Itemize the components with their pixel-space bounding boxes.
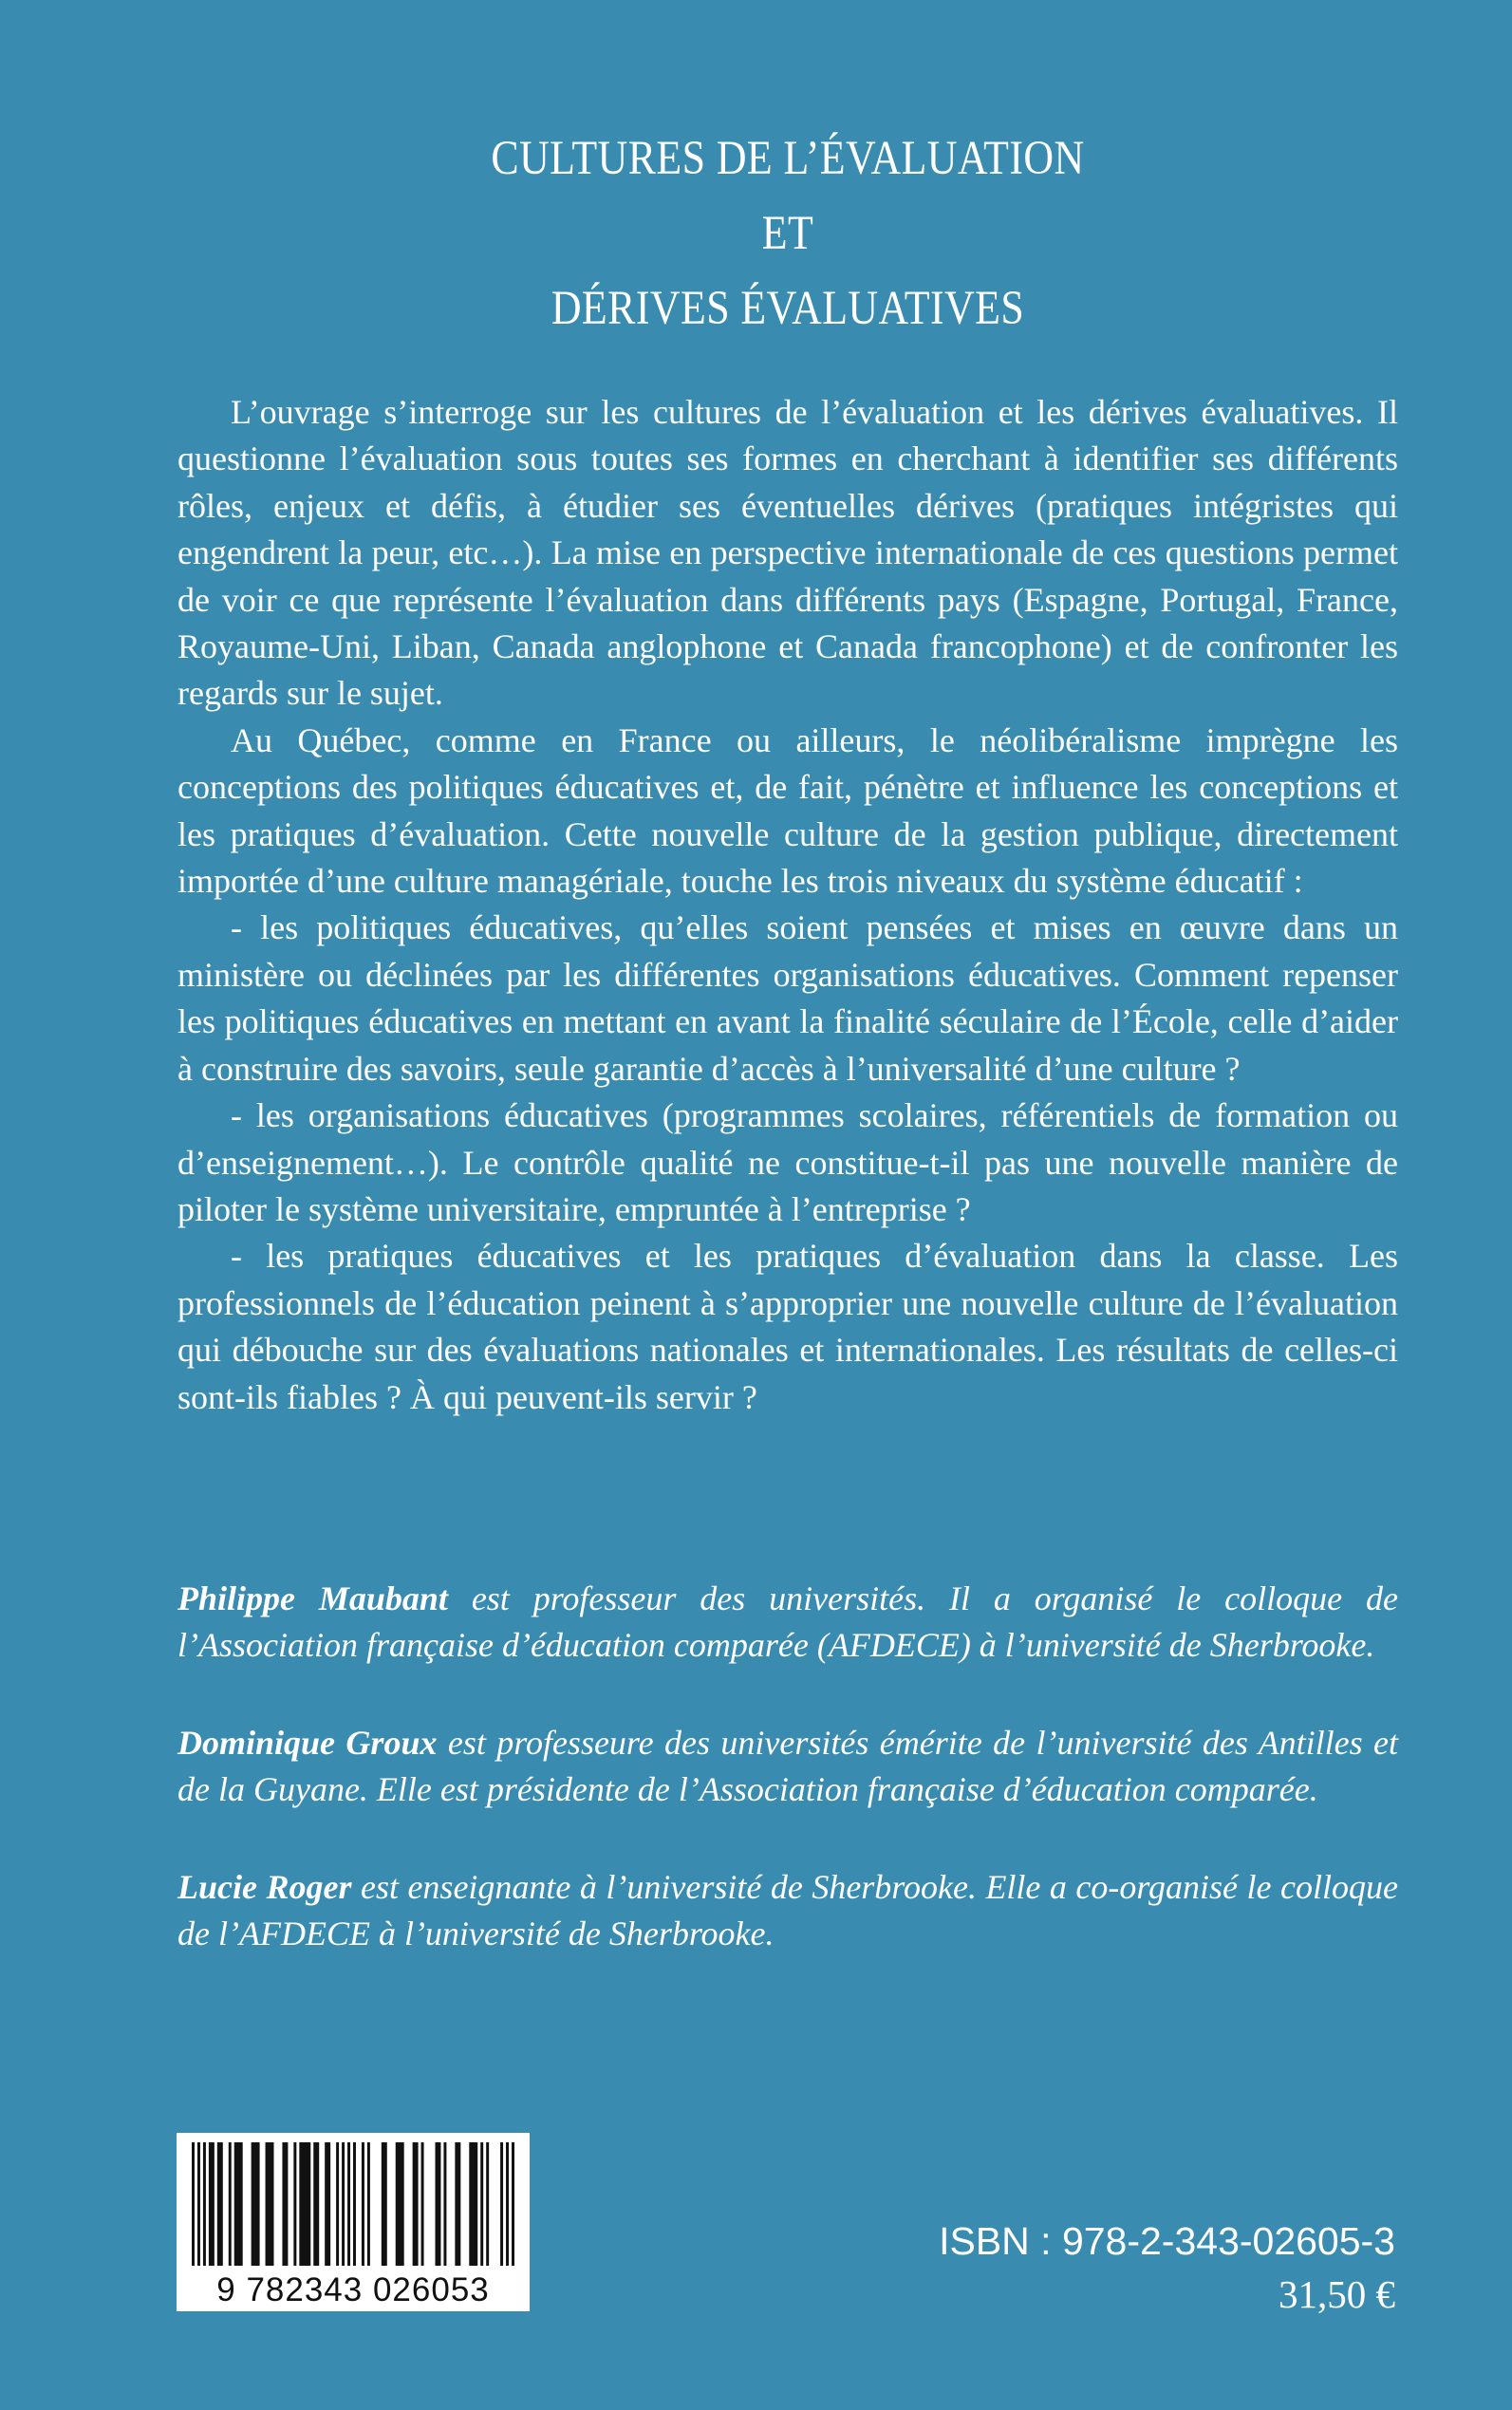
- author-text: est professeur des universités. Il a organisé le colloque de l’Association française d’éducation comparée (AFDECE) à l’université de Sherbrooke.: [177, 1579, 1398, 1665]
- barcode-digits: 9 782343 026053: [216, 2271, 490, 2308]
- title-line-3: DÉRIVES ÉVALUATIVES: [551, 282, 1025, 335]
- author-text: est enseignante à l’université de Sherbrooke. Elle a co-organisé le colloque de l’AFDECE à l’université de Sherbrooke.: [177, 1867, 1398, 1953]
- barcode-bar: [336, 2142, 339, 2266]
- barcode-bar: [512, 2142, 514, 2266]
- barcode-bar: [443, 2142, 446, 2266]
- blurb: [177, 389, 1398, 1421]
- author-bio: [177, 1576, 1398, 1670]
- title-line-1: CULTURES DE L’ÉVALUATION: [491, 132, 1085, 185]
- author-text: est professeure des universités émérite de l’université des Antilles et de la Guyane. Elle est présidente de l’Association française d’éducation comparée.: [177, 1723, 1398, 1809]
- blurb-paragraph: - les organisations éducatives (programmes scolaires, référentiels de formation ou d’enseignement…). Le contrôle qualité ne constitue-t-il pas une nouvelle manière de piloter le système universitaire, empruntée à l’entreprise ?: [177, 1096, 1398, 1228]
- author-name: Philippe Maubant: [177, 1579, 448, 1617]
- barcode-bar: [421, 2142, 424, 2266]
- barcode-bar: [367, 2142, 370, 2266]
- barcode-bar: [469, 2142, 477, 2266]
- author-bios: [177, 1576, 1398, 2008]
- barcode-bar: [396, 2142, 404, 2266]
- barcode: [177, 2133, 530, 2311]
- blurb-paragraph: L’ouvrage s’interroge sur les cultures de l’évaluation et les dérives évaluatives. Il questionne l’évaluation sous toutes ses formes en cherchant à identifier ses différents rôles, enjeux et défis, à étudier ses éventuelles dérives (pratiques intégristes qui engendrent la peur, etc…). La mise en perspective internationale de ces questions permet de voir ce que représente l’évaluation dans différents pays (Espagne, Portugal, France, Royaume-Uni, Liban, Canada anglophone et Canada francophone) et de confronter les regards sur le sujet.: [177, 393, 1398, 713]
- barcode-bar: [353, 2142, 356, 2266]
- price: 31,50 €: [1279, 2272, 1395, 2316]
- blurb-paragraph: Au Québec, comme en France ou ailleurs, le néolibéralisme imprègne les conceptions des politiques éducatives et, de fait, pénètre et influence les conceptions et les pratiques d’évaluation. Cette nouvelle culture de la gestion publique, directement importée d’une culture managériale, touche les trois niveaux du système éducatif :: [177, 720, 1398, 901]
- barcode-bar: [382, 2142, 387, 2266]
- author-bio: [177, 1864, 1398, 1958]
- barcode-bar: [486, 2142, 489, 2266]
- barcode-bar: [209, 2142, 215, 2266]
- book-title: [110, 121, 1465, 346]
- author-name: Lucie Roger: [177, 1867, 352, 1906]
- barcode-bar: [313, 2142, 319, 2266]
- barcode-bar: [413, 2142, 419, 2266]
- barcode-bar: [480, 2142, 483, 2266]
- barcode-bar: [347, 2142, 350, 2266]
- barcode-bar: [500, 2142, 503, 2266]
- blurb-paragraph: - les politiques éducatives, qu’elles soient pensées et mises en œuvre dans un ministère ou déclinées par les différentes organisations éducatives. Comment repenser les politiques éducatives en mettant en avant la finalité séculaire de l’École, celle d’aider à construire des savoirs, seule garantie d’accès à l’universalité d’une culture ?: [177, 908, 1398, 1088]
- barcode-bars: [186, 2142, 520, 2266]
- barcode-bar: [299, 2142, 310, 2266]
- author-name: Dominique Groux: [177, 1723, 438, 1762]
- barcode-bar: [455, 2142, 460, 2266]
- barcode-bar: [217, 2142, 223, 2266]
- barcode-bar: [252, 2142, 260, 2266]
- barcode-bar: [192, 2142, 195, 2266]
- barcode-bar: [435, 2142, 440, 2266]
- title-line-2: ET: [761, 207, 814, 260]
- isbn: ISBN : 978-2-343-02605-3: [939, 2219, 1395, 2263]
- barcode-bar: [234, 2142, 243, 2266]
- barcode-bar: [325, 2142, 330, 2266]
- barcode-bar: [197, 2142, 200, 2266]
- blurb-paragraph: - les pratiques éducatives et les pratiques d’évaluation dans la classe. Les professionnels de l’éducation peinent à s’approprier une nouvelle culture de l’évaluation qui débouche sur des évaluations nationales et internationales. Les résultats de celles-ci sont-ils fiables ? À qui peuvent-ils servir ?: [177, 1237, 1398, 1416]
- barcode-bar: [506, 2142, 509, 2266]
- author-bio: [177, 1720, 1398, 1814]
- barcode-bar: [282, 2142, 288, 2266]
- barcode-bar: [362, 2142, 364, 2266]
- barcode-bar: [203, 2142, 206, 2266]
- barcode-bar: [293, 2142, 296, 2266]
- barcode-bar: [266, 2142, 274, 2266]
- barcode-bar: [342, 2142, 345, 2266]
- barcode-bar: [229, 2142, 232, 2266]
